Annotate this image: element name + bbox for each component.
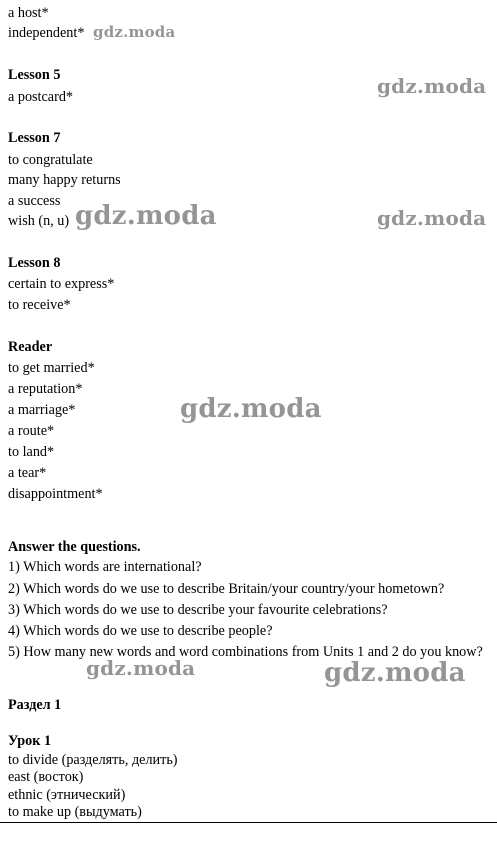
vocab-item: wish (n, u) xyxy=(8,213,70,229)
watermark: gdz.moda xyxy=(377,206,487,230)
questions-heading: Answer the questions. xyxy=(8,539,141,555)
question-item: 5) How many new words and word combinations from Units 1 and 2 do you know? xyxy=(8,644,483,660)
watermark: gdz.moda xyxy=(75,201,217,231)
vocab-item: to make up (выдумать) xyxy=(8,804,142,820)
lesson-heading: Lesson 5 xyxy=(8,67,61,83)
question-item: 1) Which words are international? xyxy=(8,559,202,575)
watermark: gdz.moda xyxy=(93,23,176,41)
watermark: gdz.moda xyxy=(86,656,196,680)
page-divider xyxy=(0,822,497,823)
lesson-heading: Урок 1 xyxy=(8,733,52,749)
lesson-heading: Lesson 7 xyxy=(8,130,61,146)
vocab-item: a success xyxy=(8,193,61,209)
question-item: 2) Which words do we use to describe Britain/your country/your hometown? xyxy=(8,581,445,597)
vocab-item: a marriage* xyxy=(8,402,76,418)
watermark: gdz.moda xyxy=(180,394,322,424)
lesson-heading: Lesson 8 xyxy=(8,255,61,271)
vocab-item: a postcard* xyxy=(8,89,74,105)
reader-heading: Reader xyxy=(8,339,53,355)
question-item: 4) Which words do we use to describe people? xyxy=(8,623,273,639)
vocab-item: a host* xyxy=(8,5,49,21)
vocab-item: to get married* xyxy=(8,360,95,376)
vocab-item: ethnic (этнический) xyxy=(8,787,126,803)
section-heading: Раздел 1 xyxy=(8,697,62,713)
watermark: gdz.moda xyxy=(324,658,466,688)
vocab-item: to receive* xyxy=(8,297,71,313)
watermark: gdz.moda xyxy=(377,74,487,98)
vocab-item: to land* xyxy=(8,444,55,460)
vocab-item: to congratulate xyxy=(8,152,93,168)
vocab-item: to divide (разделять, делить) xyxy=(8,752,178,768)
vocab-item: a reputation* xyxy=(8,381,83,397)
vocab-item: many happy returns xyxy=(8,172,121,188)
vocab-item: a route* xyxy=(8,423,55,439)
vocab-item: a tear* xyxy=(8,465,47,481)
vocab-item: certain to express* xyxy=(8,276,115,292)
vocab-item: east (восток) xyxy=(8,769,84,785)
vocab-item: independent* xyxy=(8,25,85,41)
question-item: 3) Which words do we use to describe your favourite celebrations? xyxy=(8,602,388,618)
vocab-item: disappointment* xyxy=(8,486,103,502)
